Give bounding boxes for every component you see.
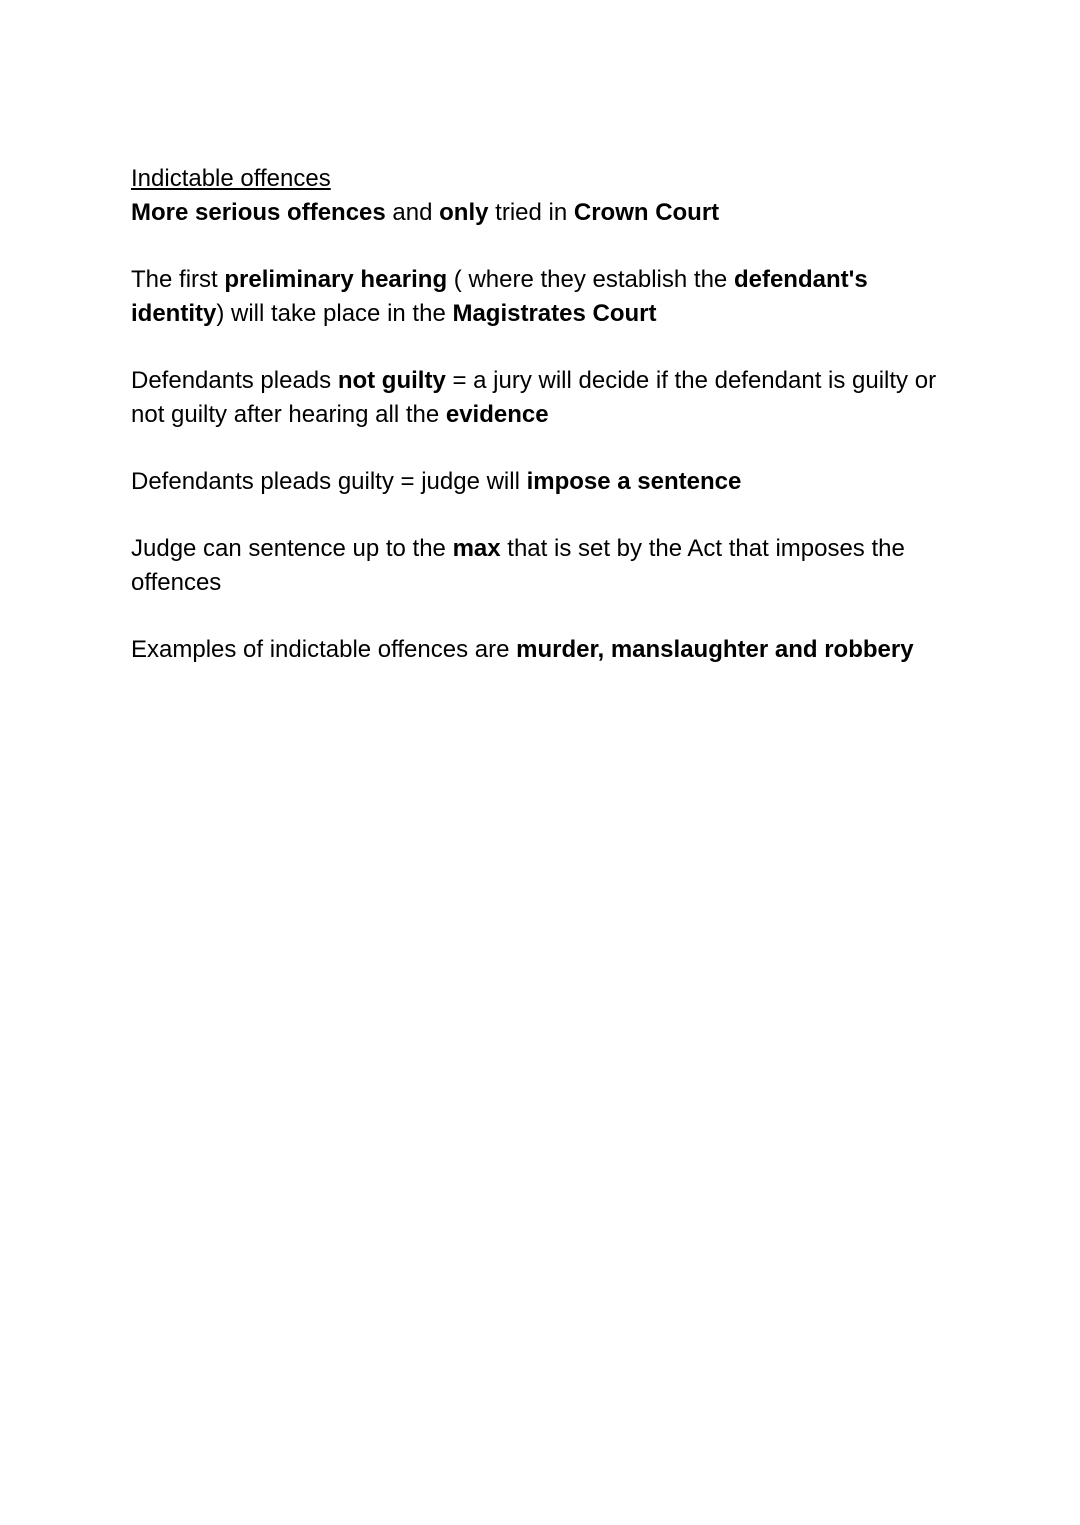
paragraph-not-guilty <box>131 364 951 432</box>
paragraph-serious-offences <box>131 196 951 230</box>
paragraph-examples <box>131 633 951 667</box>
bold-text: More serious offences <box>131 199 386 226</box>
text: Defendants pleads guilty = judge will <box>131 468 527 495</box>
bold-text: impose a sentence <box>526 468 742 495</box>
bold-text: preliminary hearing <box>224 266 448 293</box>
text: tried in <box>488 199 574 226</box>
bold-text: murder, manslaughter and robbery <box>516 636 914 663</box>
bold-text: defendant's identity <box>131 266 868 327</box>
document-body <box>131 162 951 700</box>
bold-text: max <box>452 535 501 562</box>
text: Judge can sentence up to the <box>131 535 453 562</box>
paragraph-max-sentence <box>131 532 951 600</box>
bold-text: evidence <box>445 401 549 428</box>
bold-text: only <box>439 199 489 226</box>
text: ) will take place in the <box>216 300 453 327</box>
text: Defendants pleads <box>131 367 338 394</box>
bold-text: Magistrates Court <box>452 300 657 327</box>
text: = a jury will decide if the defendant is guilty or not guilty after hearing all the <box>131 367 937 428</box>
text: The first <box>131 266 225 293</box>
text: that is set by the Act that imposes the offences <box>131 535 905 596</box>
paragraph-guilty <box>131 465 951 499</box>
text: Examples of indictable offences are <box>131 636 517 663</box>
paragraph-preliminary-hearing <box>131 263 951 331</box>
bold-text: not guilty <box>337 367 446 394</box>
section-heading: Indictable offences <box>131 165 331 192</box>
text: ( where they establish the <box>447 266 734 293</box>
text: and <box>385 199 440 226</box>
bold-text: Crown Court <box>573 199 720 226</box>
